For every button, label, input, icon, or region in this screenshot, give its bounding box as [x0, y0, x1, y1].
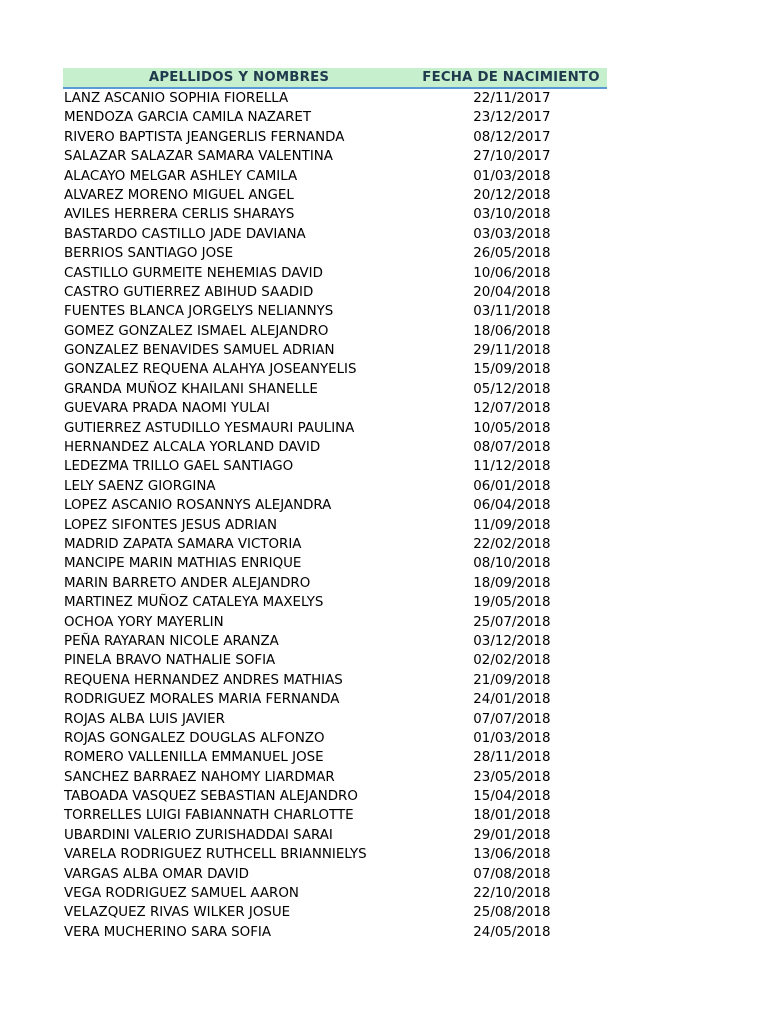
birthdate-cell: 20/12/2018 [473, 187, 551, 203]
birthdate-cell: 10/06/2018 [473, 265, 551, 281]
student-name-cell: MENDOZA GARCIA CAMILA NAZARET [64, 110, 312, 126]
student-name-cell: AVILES HERRERA CERLIS SHARAYS [64, 207, 295, 223]
student-name-cell: RIVERO BAPTISTA JEANGERLIS FERNANDA [64, 129, 345, 145]
birthdate-cell: 05/12/2018 [473, 381, 551, 397]
birthdate-cell: 10/05/2018 [473, 420, 551, 436]
birthdate-cell: 03/03/2018 [473, 226, 551, 242]
student-name-cell: GONZALEZ REQUENA ALAHYA JOSEANYELIS [64, 362, 357, 378]
table-row [63, 380, 607, 399]
birthdate-cell: 06/04/2018 [473, 498, 551, 514]
student-name-cell: MARIN BARRETO ANDER ALEJANDRO [64, 575, 311, 591]
table-header [63, 68, 607, 89]
birthdate-cell: 24/05/2018 [473, 924, 551, 940]
table-row [63, 535, 607, 554]
table-row [63, 399, 607, 418]
birthdate-cell: 01/03/2018 [473, 730, 551, 746]
birthdate-cell: 03/12/2018 [473, 633, 551, 649]
birthdate-cell: 24/01/2018 [473, 692, 551, 708]
table-row [63, 671, 607, 690]
birthdate-cell: 26/05/2018 [473, 246, 551, 262]
table-row [63, 748, 607, 767]
table-row [63, 205, 607, 224]
student-name-cell: GOMEZ GONZALEZ ISMAEL ALEJANDRO [64, 323, 329, 339]
student-name-cell: VARGAS ALBA OMAR DAVID [64, 866, 249, 882]
birthdate-cell: 27/10/2017 [473, 149, 551, 165]
table-row [63, 806, 607, 825]
birthdate-cell: 22/11/2017 [473, 91, 551, 106]
student-name-cell: MADRID ZAPATA SAMARA VICTORIA [64, 536, 302, 552]
student-name-cell: ROJAS ALBA LUIS JAVIER [64, 711, 225, 727]
table-row [63, 225, 607, 244]
table-row [63, 690, 607, 709]
table-row [63, 632, 607, 651]
birthdate-cell: 22/10/2018 [473, 886, 551, 902]
table-row [63, 923, 607, 942]
birthdate-cell: 22/02/2018 [473, 536, 551, 552]
birthdate-cell: 15/04/2018 [473, 789, 551, 805]
student-name-cell: LELY SAENZ GIORGINA [64, 478, 216, 494]
birthdate-cell: 18/06/2018 [473, 323, 551, 339]
birthdate-cell: 25/08/2018 [473, 905, 551, 921]
table-row [63, 438, 607, 457]
birthdate-cell: 20/04/2018 [473, 284, 551, 300]
birthdate-cell: 08/10/2018 [473, 556, 551, 572]
table-row [63, 477, 607, 496]
birthdate-cell: 11/12/2018 [473, 459, 551, 475]
table-row [63, 593, 607, 612]
student-name-cell: LEDEZMA TRILLO GAEL SANTIAGO [64, 459, 294, 475]
table-row [63, 89, 607, 108]
table-row [63, 768, 607, 787]
birthdate-cell: 18/09/2018 [473, 575, 551, 591]
student-name-cell: TORRELLES LUIGI FABIANNATH CHARLOTTE [64, 808, 354, 824]
student-name-cell: MANCIPE MARIN MATHIAS ENRIQUE [64, 556, 302, 572]
table-row [63, 264, 607, 283]
table-row [63, 457, 607, 476]
student-name-cell: CASTRO GUTIERREZ ABIHUD SAADID [64, 284, 314, 300]
birthdate-cell: 28/11/2018 [473, 750, 551, 766]
table-row [63, 903, 607, 922]
birthdate-cell: 12/07/2018 [473, 401, 551, 417]
student-name-cell: SALAZAR SALAZAR SAMARA VALENTINA [64, 149, 333, 165]
table-row [63, 729, 607, 748]
student-name-cell: VEGA RODRIGUEZ SAMUEL AARON [64, 886, 299, 902]
student-name-cell: ROMERO VALLENILLA EMMANUEL JOSE [64, 750, 324, 766]
table-row [63, 244, 607, 263]
table-row [63, 554, 607, 573]
birthdate-cell: 29/01/2018 [473, 827, 551, 843]
table-row [63, 574, 607, 593]
birthdate-cell: 07/07/2018 [473, 711, 551, 727]
student-name-cell: GRANDA MUÑOZ KHAILANI SHANELLE [64, 381, 318, 397]
table-row [63, 128, 607, 147]
table-row [63, 845, 607, 864]
birthdate-cell: 11/09/2018 [473, 517, 551, 533]
birthdate-cell: 29/11/2018 [473, 343, 551, 359]
table-row [63, 516, 607, 535]
student-name-cell: LOPEZ ASCANIO ROSANNYS ALEJANDRA [64, 498, 332, 514]
birthdate-cell: 18/01/2018 [473, 808, 551, 824]
student-name-cell: GUEVARA PRADA NAOMI YULAI [64, 401, 270, 417]
table-row [63, 865, 607, 884]
birthdate-cell: 03/10/2018 [473, 207, 551, 223]
table-row [63, 419, 607, 438]
birthdate-cell: 08/12/2017 [473, 129, 551, 145]
birthdate-cell: 13/06/2018 [473, 847, 551, 863]
student-name-cell: VELAZQUEZ RIVAS WILKER JOSUE [64, 905, 291, 921]
student-name-cell: LOPEZ SIFONTES JESUS ADRIAN [64, 517, 277, 533]
birthdate-cell: 19/05/2018 [473, 595, 551, 611]
birthdate-cell: 06/01/2018 [473, 478, 551, 494]
birthdate-cell: 23/12/2017 [473, 110, 551, 126]
birthdate-cell: 15/09/2018 [473, 362, 551, 378]
student-name-cell: PINELA BRAVO NATHALIE SOFIA [64, 653, 276, 669]
column-header-name: APELLIDOS Y NOMBRES [148, 70, 330, 85]
table-row [63, 651, 607, 670]
table-row [63, 787, 607, 806]
table-row [63, 613, 607, 632]
table-row [63, 884, 607, 903]
student-table [63, 68, 607, 942]
student-name-cell: FUENTES BLANCA JORGELYS NELIANNYS [64, 304, 334, 320]
student-name-cell: TABOADA VASQUEZ SEBASTIAN ALEJANDRO [64, 789, 358, 805]
birthdate-cell: 25/07/2018 [473, 614, 551, 630]
student-name-cell: VERA MUCHERINO SARA SOFIA [64, 924, 272, 940]
column-header-birthdate: FECHA DE NACIMIENTO [422, 70, 600, 85]
student-name-cell: CASTILLO GURMEITE NEHEMIAS DAVID [64, 265, 323, 281]
student-name-cell: ROJAS GONGALEZ DOUGLAS ALFONZO [64, 730, 325, 746]
birthdate-cell: 23/05/2018 [473, 769, 551, 785]
student-name-cell: HERNANDEZ ALCALA YORLAND DAVID [64, 440, 321, 456]
student-name-cell: GONZALEZ BENAVIDES SAMUEL ADRIAN [64, 343, 335, 359]
student-name-cell: VARELA RODRIGUEZ RUTHCELL BRIANNIELYS [64, 847, 367, 863]
table-row [63, 826, 607, 845]
table-row [63, 360, 607, 379]
student-name-cell: BERRIOS SANTIAGO JOSE [64, 246, 234, 262]
birthdate-cell: 03/11/2018 [473, 304, 551, 320]
birthdate-cell: 01/03/2018 [473, 168, 551, 184]
birthdate-cell: 08/07/2018 [473, 440, 551, 456]
student-name-cell: GUTIERREZ ASTUDILLO YESMAURI PAULINA [64, 420, 355, 436]
student-name-cell: UBARDINI VALERIO ZURISHADDAI SARAI [64, 827, 333, 843]
table-row [63, 108, 607, 127]
student-name-cell: RODRIGUEZ MORALES MARIA FERNANDA [64, 692, 340, 708]
table-row [63, 322, 607, 341]
birthdate-cell: 07/08/2018 [473, 866, 551, 882]
table-row [63, 167, 607, 186]
table-row [63, 341, 607, 360]
table-body [63, 89, 607, 942]
student-name-cell: MARTINEZ MUÑOZ CATALEYA MAXELYS [64, 595, 324, 611]
student-name-cell: ALVAREZ MORENO MIGUEL ANGEL [64, 187, 294, 203]
student-name-cell: REQUENA HERNANDEZ ANDRES MATHIAS [64, 672, 343, 688]
table-row [63, 186, 607, 205]
table-row [63, 147, 607, 166]
student-name-cell: OCHOA YORY MAYERLIN [64, 614, 224, 630]
table-row [63, 496, 607, 515]
table-row [63, 710, 607, 729]
birthdate-cell: 21/09/2018 [473, 672, 551, 688]
student-name-cell: PEÑA RAYARAN NICOLE ARANZA [64, 633, 279, 649]
student-name-cell: SANCHEZ BARRAEZ NAHOMY LIARDMAR [64, 769, 335, 785]
student-name-cell: LANZ ASCANIO SOPHIA FIORELLA [64, 91, 289, 106]
student-name-cell: BASTARDO CASTILLO JADE DAVIANA [64, 226, 306, 242]
table-row [63, 302, 607, 321]
table-row [63, 283, 607, 302]
student-name-cell: ALACAYO MELGAR ASHLEY CAMILA [64, 168, 298, 184]
birthdate-cell: 02/02/2018 [473, 653, 551, 669]
